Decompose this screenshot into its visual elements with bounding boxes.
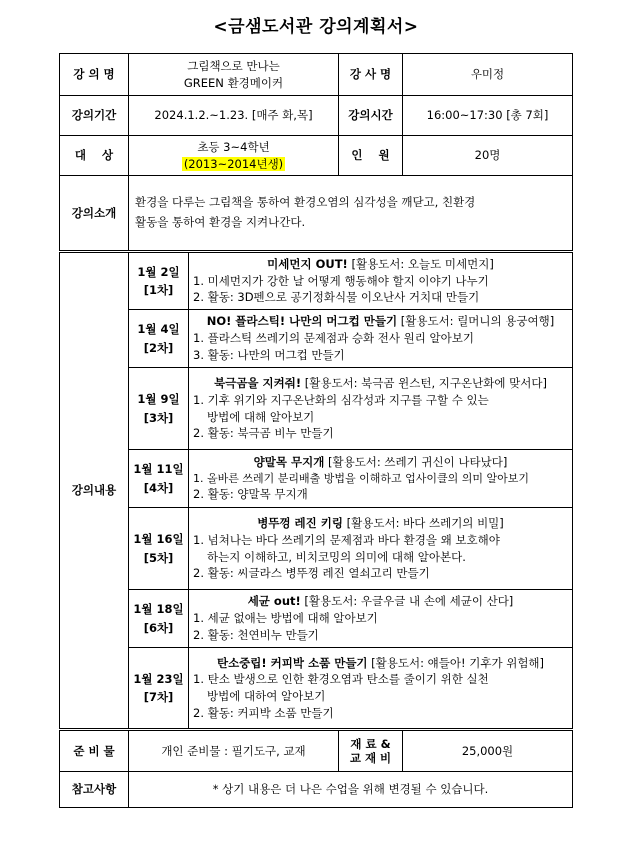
- target-birth-years: (2013~2014년생): [183, 156, 284, 171]
- session-number: [2차]: [143, 340, 174, 355]
- session-line: 2. 활동: 3D펜으로 공기정화식물 이오난사 거치대 만들기: [193, 290, 480, 305]
- session-date: 1월 9일: [137, 392, 180, 407]
- material-fee-label-line1: 재 료 &: [350, 736, 391, 751]
- session-detail: [189, 508, 573, 590]
- session-line: 2. 활동: 씨글라스 병뚜껑 레진 열쇠고리 만들기: [193, 566, 430, 581]
- session-date: 1월 4일: [137, 322, 180, 337]
- session-row: [60, 648, 573, 730]
- session-date: 1월 2일: [137, 264, 180, 279]
- session-date-cell: [129, 252, 189, 310]
- session-title-line: [193, 256, 568, 273]
- period-value: 2024.1.2.~1.23. [매주 화,목]: [129, 96, 339, 136]
- session-title: 탄소중립! 커피박 소품 만들기: [216, 655, 368, 670]
- lecture-name-cell: [129, 54, 339, 96]
- session-row: [60, 450, 573, 508]
- row-target: [60, 136, 573, 176]
- session-book: [활용도서: 북극곰 윈스턴, 지구온난화에 맞서다]: [301, 376, 547, 391]
- session-line: 1. 넘쳐나는 바다 쓰레기의 문제점과 바다 환경을 왜 보호해야: [193, 532, 500, 547]
- time-value: 16:00~17:30 [총 7회]: [403, 96, 573, 136]
- session-book: [활용도서: 쓰레기 귀신이 나타났다]: [324, 454, 508, 469]
- time-label: 강의시간: [339, 96, 403, 136]
- row-intro: [60, 176, 573, 252]
- session-date-cell: [129, 310, 189, 368]
- session-title-line: [193, 593, 568, 610]
- session-line: 1. 탄소 발생으로 인한 환경오염과 탄소를 줄이기 위한 실천: [193, 672, 489, 687]
- lecture-name-line1: 그림책으로 만나는: [187, 58, 280, 73]
- session-book: [활용도서: 오늘도 미세먼지]: [347, 256, 494, 271]
- session-line: 2. 활동: 커피박 소품 만들기: [193, 705, 334, 720]
- session-line: 방법에 대해 알아보기: [207, 409, 315, 424]
- session-date: 1월 11일: [133, 462, 184, 477]
- row-note: [60, 772, 573, 808]
- intro-line2: 활동을 통하여 환경을 지켜나간다.: [135, 215, 306, 229]
- session-number: [6차]: [143, 620, 174, 635]
- lecture-name-label: 강 의 명: [60, 54, 129, 96]
- session-title: 북극곰을 지켜줘!: [214, 376, 302, 391]
- session-number: [3차]: [143, 410, 174, 425]
- session-date-cell: [129, 368, 189, 450]
- session-date: 1월 16일: [133, 532, 184, 547]
- session-title-line: [193, 454, 568, 471]
- session-detail: [189, 450, 573, 508]
- intro-text: [129, 176, 573, 252]
- session-line: 1. 세균 없애는 방법에 대해 알아보기: [193, 611, 378, 626]
- intro-label: 강의소개: [60, 176, 129, 252]
- intro-line1: 환경을 다루는 그림책을 통하여 환경오염의 심각성을 깨닫고, 친환경: [135, 195, 476, 210]
- session-date-cell: [129, 590, 189, 648]
- session-line: 2. 활동: 북극곰 비누 만들기: [193, 426, 334, 441]
- content-label: 강의내용: [60, 252, 129, 730]
- session-detail: [189, 590, 573, 648]
- session-number: [1차]: [143, 283, 174, 297]
- session-date-cell: [129, 450, 189, 508]
- prep-label: 준 비 물: [60, 730, 129, 772]
- session-date: 1월 18일: [133, 602, 184, 617]
- count-label: 인 원: [339, 136, 403, 176]
- session-line: 1. 올바른 쓰레기 분리배출 방법을 이해하고 업사이클의 의미 알아보기: [193, 471, 529, 485]
- session-book: [활용도서: 바다 쓰레기의 비밀]: [343, 516, 504, 531]
- session-title: NO! 플라스틱! 나만의 머그컵 만들기: [206, 314, 398, 329]
- session-date-cell: [129, 648, 189, 730]
- session-row: [60, 508, 573, 590]
- session-row: [60, 368, 573, 450]
- session-line: 2. 활동: 천연비누 만들기: [193, 627, 319, 642]
- lecture-plan-table: [59, 53, 573, 808]
- row-lecture-name: [60, 54, 573, 96]
- session-title: 미세먼지 OUT!: [267, 256, 348, 271]
- session-detail: [189, 368, 573, 450]
- target-label: 대 상: [60, 136, 129, 176]
- material-fee-label: [339, 730, 403, 772]
- session-title-line: [193, 515, 568, 532]
- note-label: 참고사항: [60, 772, 129, 808]
- session-date: 1월 23일: [133, 671, 184, 686]
- row-period: [60, 96, 573, 136]
- page-title: <금샘도서관 강의계획서>: [213, 17, 419, 37]
- material-fee-value: 25,000원: [403, 730, 573, 772]
- material-fee-label-line2: 교 재 비: [349, 751, 392, 765]
- session-line: 1. 플라스틱 쓰레기의 문제점과 승화 전사 원리 알아보기: [193, 331, 474, 346]
- session-title-line: [193, 655, 568, 672]
- session-detail: [189, 648, 573, 730]
- session-book: [활용도서: 얘들아! 기후가 위험해]: [367, 655, 545, 670]
- session-date-cell: [129, 508, 189, 590]
- session-line: 3. 활동: 나만의 머그컵 만들기: [193, 347, 345, 362]
- session-title: 양말목 무지개: [253, 454, 325, 469]
- session-title-line: [193, 313, 568, 330]
- session-title: 병뚜껑 레진 키링: [257, 516, 343, 531]
- session-row: [60, 252, 573, 310]
- target-line1: 초등 3~4학년: [197, 139, 270, 154]
- period-label: 강의기간: [60, 96, 129, 136]
- target-cell: [129, 136, 339, 176]
- count-value: 20명: [403, 136, 573, 176]
- session-row: [60, 310, 573, 368]
- session-line: 1. 미세먼지가 강한 날 어떻게 행동해야 할지 이야기 나누기: [193, 273, 489, 288]
- session-number: [5차]: [143, 550, 174, 565]
- row-prep: [60, 730, 573, 772]
- session-book: [활용도서: 우글우글 내 손에 세균이 산다]: [300, 594, 514, 609]
- note-value: * 상기 내용은 더 나은 수업을 위해 변경될 수 있습니다.: [129, 772, 573, 808]
- session-detail: [189, 252, 573, 310]
- lecture-name-line2: GREEN 환경메이커: [183, 75, 284, 90]
- prep-value: 개인 준비물 : 필기도구, 교재: [129, 730, 339, 772]
- session-title: 세균 out!: [247, 594, 301, 609]
- session-line: 1. 기후 위기와 지구온난화의 심각성과 지구를 구할 수 있는: [193, 392, 489, 407]
- session-book: [활용도서: 릴머니의 용궁여행]: [397, 314, 555, 329]
- session-number: [4차]: [143, 480, 174, 495]
- session-detail: [189, 310, 573, 368]
- session-row: [60, 590, 573, 648]
- session-title-line: [193, 375, 568, 392]
- session-number: [7차]: [143, 690, 174, 704]
- session-line: 2. 활동: 양말목 무지개: [193, 487, 308, 502]
- instructor-label: 강 사 명: [339, 54, 403, 96]
- session-line: 하는지 이해하고, 비치코밍의 의미에 대해 알아본다.: [207, 549, 466, 564]
- session-line: 방법에 대하여 알아보기: [207, 689, 326, 703]
- instructor-value: 우미정: [403, 54, 573, 96]
